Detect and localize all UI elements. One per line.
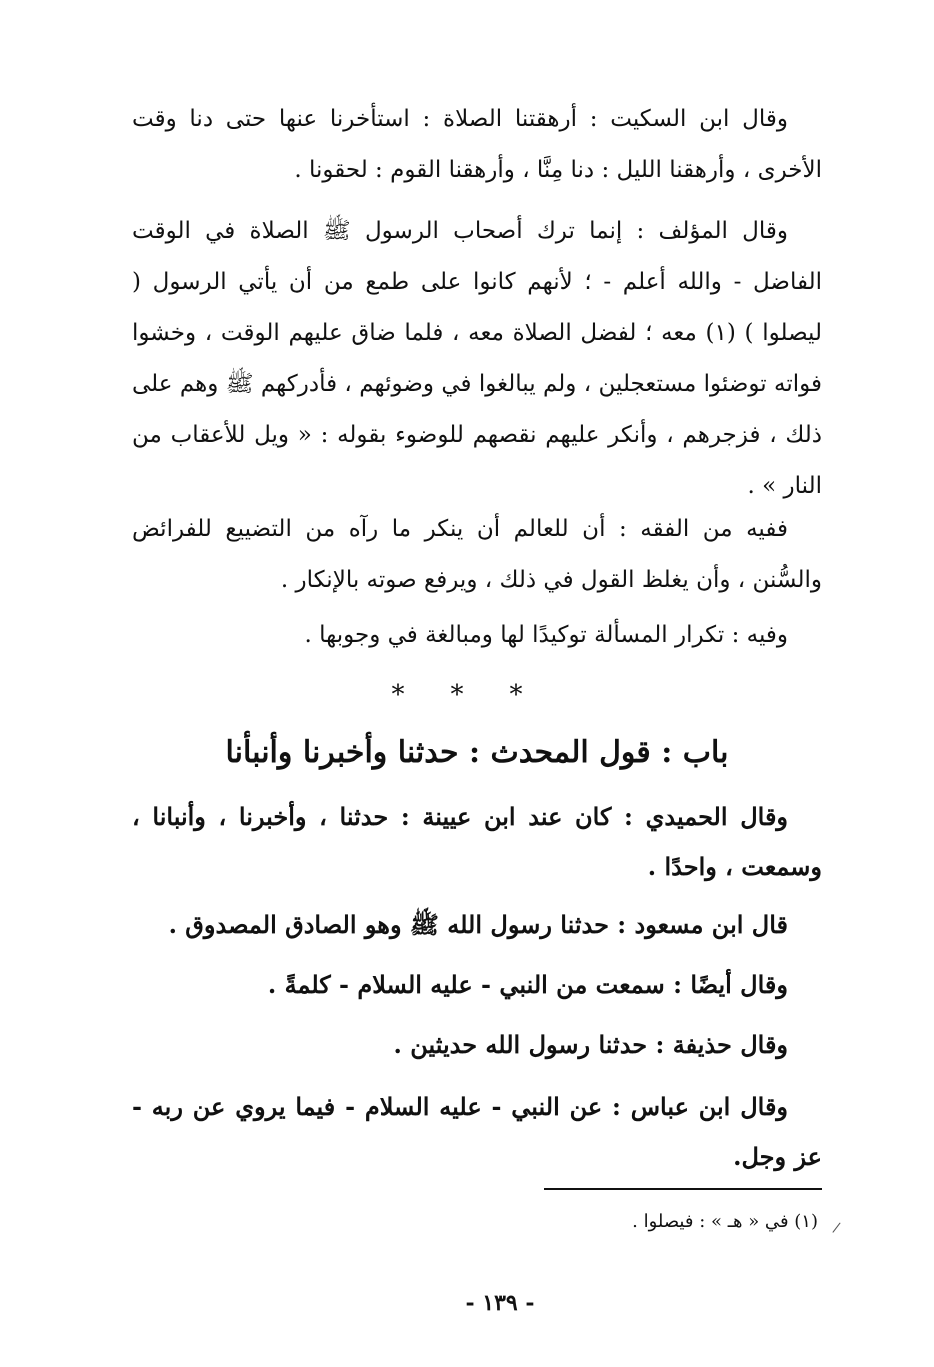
paragraph-ibn-masud: قال ابن مسعود : حدثنا رسول الله ﷺ وهو الصادق المصدوق . bbox=[168, 910, 788, 939]
page-number: - ١٣٩ - bbox=[465, 1290, 535, 1316]
margin-mark: / bbox=[831, 1219, 842, 1237]
chapter-heading: باب : قول المحدث : حدثنا وأخبرنا وأنبأنا bbox=[225, 735, 729, 770]
paragraph-ibn-abbas: وقال ابن عباس : عن النبي - عليه السلام - فيما يروي عن ربه - عز وجل. bbox=[132, 1092, 822, 1171]
paragraph-humaydi: وقال الحميدي : كان عند ابن عيينة : حدثنا ، وأخبرنا ، وأنبانا ، وسمعت ، واحدًا . bbox=[132, 802, 822, 881]
separator-star: * bbox=[391, 680, 451, 710]
separator-star: * bbox=[509, 680, 569, 710]
paragraph-hudhayfa: وقال حذيفة : حدثنا رسول الله حديثين . bbox=[393, 1030, 788, 1059]
paragraph-ibn-masud-also: وقال أيضًا : سمعت من النبي - عليه السلام - كلمةً . bbox=[267, 970, 788, 999]
paragraph-ibn-sikkit: وقال ابن السكيت : أرهقتنا الصلاة : استأخرنا عنها حتى دنا وقت الأخرى ، وأرهقنا الليل : دنا مِنَّا ، وأرهقنا القوم : لحقونا . bbox=[132, 106, 822, 183]
footnote-divider bbox=[544, 1188, 822, 1190]
paragraph-fiqh-lesson: ففيه من الفقه : أن للعالم أن ينكر ما رآه من التضييع للفرائض والسُّنن ، وأن يغلظ القول في ذلك ، ويرفع صوته بالإنكار . bbox=[132, 516, 822, 593]
separator-star: * bbox=[450, 680, 510, 710]
section-separator bbox=[380, 680, 580, 710]
paragraph-author-commentary: وقال المؤلف : إنما ترك أصحاب الرسول ﷺ الصلاة في الوقت الفاضل - والله أعلم - ؛ لأنهم كانوا على طمع من أن يأتي الرسول ( ليصلوا ) (١) معه ؛ لفضل الصلاة معه ، فلما ضاق عليهم الوقت ، وخشوا فواته توضئوا مستعجلين ، ولم يبالغوا في وضوئهم ، فأدركهم ﷺ وهم على ذلك ، فزجرهم ، وأنكر عليهم نقصهم للوضوء بقوله : « ويل للأعقاب من النار » . bbox=[132, 218, 823, 499]
paragraph-repetition-note: وفيه : تكرار المسألة توكيدًا لها ومبالغة في وجوبها . bbox=[304, 622, 788, 648]
footnote: (١) في « هـ » : فيصلوا . bbox=[632, 1211, 818, 1232]
